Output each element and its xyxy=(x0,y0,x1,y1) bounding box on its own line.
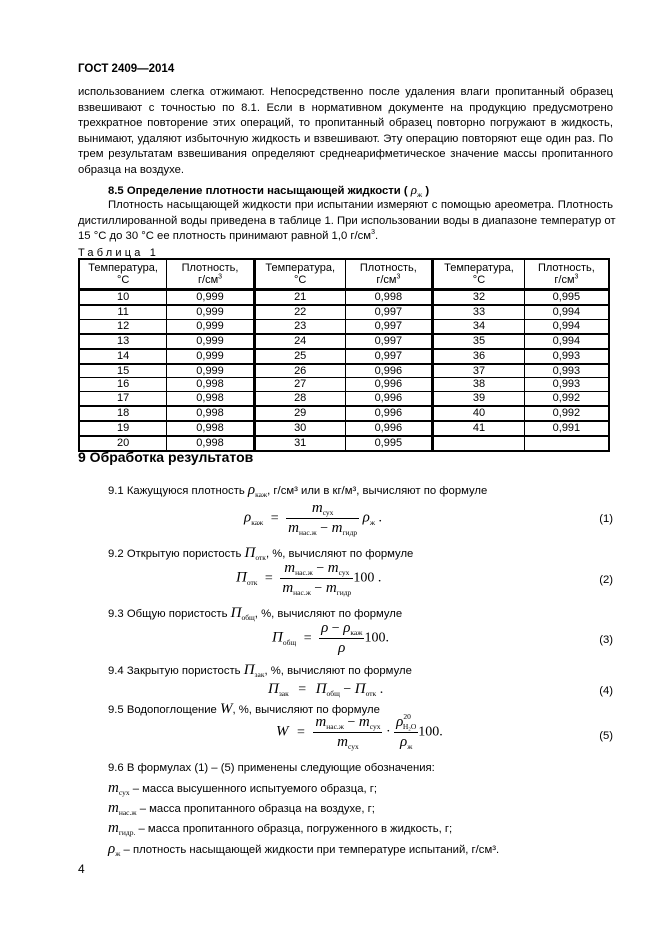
formula-4: $П_{зак} = П_{общ} - П_{отк}$ . xyxy=(268,681,384,698)
temperature-cell: 38 xyxy=(433,378,525,392)
definition-m-hydro: $m_{гидр.}$ – масса пропитанного образца, погруженного в жидкость, г; xyxy=(108,820,453,837)
temperature-cell: 39 xyxy=(433,392,525,406)
temperature-cell: 12 xyxy=(79,319,167,333)
density-cell: 0,996 xyxy=(345,364,433,378)
temperature-cell: 35 xyxy=(433,334,525,349)
item-9-5: 9.5 Водопоглощение W, %, вычисляют по формуле xyxy=(108,701,380,717)
header-temperature: Температура, °С xyxy=(79,259,167,290)
header-density: Плотность, $г/см^3$ xyxy=(167,259,255,290)
density-cell: 0,999 xyxy=(167,290,255,305)
temperature-cell: 11 xyxy=(79,305,167,319)
temperature-cell: 31 xyxy=(254,436,345,451)
temperature-cell: 41 xyxy=(433,421,525,436)
density-cell: 0,998 xyxy=(167,378,255,392)
text-line: трем результатам взвешивания определяют среднеарифметическое значение массы пропитанного xyxy=(78,148,613,161)
header-temperature: Температура, °С xyxy=(254,259,345,290)
table-header-row xyxy=(79,259,609,290)
density-cell: 0,999 xyxy=(167,349,255,364)
density-cell: 0,992 xyxy=(524,406,609,421)
temperature-cell: 22 xyxy=(254,305,345,319)
table-row xyxy=(79,421,609,436)
density-cell: 0,998 xyxy=(167,421,255,436)
table-row xyxy=(79,305,609,319)
temperature-cell xyxy=(433,436,525,451)
temperature-cell: 33 xyxy=(433,305,525,319)
density-cell: 0,997 xyxy=(345,319,433,333)
temperature-cell: 19 xyxy=(79,421,167,436)
density-cell: 0,997 xyxy=(345,305,433,319)
temperature-cell: 32 xyxy=(433,290,525,305)
formula-number: (2) xyxy=(599,574,613,586)
document-code-header: ГОСТ 2409—2014 xyxy=(78,63,175,75)
temperature-cell: 10 xyxy=(79,290,167,305)
temperature-cell: 23 xyxy=(254,319,345,333)
table-row xyxy=(79,406,609,421)
temperature-cell: 14 xyxy=(79,349,167,364)
density-cell: 0,998 xyxy=(167,406,255,421)
formula-number: (3) xyxy=(599,634,613,646)
water-density-table xyxy=(78,258,610,452)
table-row xyxy=(79,364,609,378)
temperature-cell: 24 xyxy=(254,334,345,349)
text-line: использованием слегка отжимают. Непосредственно после удаления влаги пропитанный образец xyxy=(78,86,613,98)
temperature-cell: 29 xyxy=(254,406,345,421)
density-cell: 0,996 xyxy=(345,392,433,406)
section-8-5-heading: 8.5 Определение плотности насыщающей жидкости ( $\rho_ж$ ) xyxy=(108,182,430,199)
temperature-cell: 20 xyxy=(79,436,167,451)
density-cell: 0,999 xyxy=(167,364,255,378)
text-line: дистиллированной воды приведена в таблице 1. При использовании воды в диапазоне температур от xyxy=(78,214,616,227)
temperature-cell: 27 xyxy=(254,378,345,392)
temperature-cell: 21 xyxy=(254,290,345,305)
formula-number: (5) xyxy=(599,730,613,742)
header-density: Плотность, $г/см^3$ xyxy=(524,259,609,290)
item-9-2: 9.2 Открытую пористость $П_{отк}$, %, вычисляют по формуле xyxy=(108,545,414,562)
density-cell: 0,994 xyxy=(524,319,609,333)
density-cell: 0,994 xyxy=(524,334,609,349)
page-number: 4 xyxy=(78,862,85,876)
density-cell: 0,996 xyxy=(345,378,433,392)
item-9-6-intro: 9.6 В формулах (1) – (5) применены следующие обозначения: xyxy=(108,762,435,774)
density-cell: 0,999 xyxy=(167,305,255,319)
temperature-cell: 28 xyxy=(254,392,345,406)
density-cell: 0,993 xyxy=(524,364,609,378)
definition-m-saturated: $m_{нас.ж}$ – масса пропитанного образца на воздухе, г; xyxy=(108,800,375,817)
intro-paragraph xyxy=(78,85,613,179)
text-line: взвешивают с точностью по 8.1. Если в нормативном документе на продукцию предусмотрено xyxy=(78,101,613,114)
density-cell: 0,995 xyxy=(524,290,609,305)
density-cell: 0,997 xyxy=(345,349,433,364)
formula-3: $П_{общ}$ = $\frac{\rho - \rho_{каж}}{\rho}$ 100. xyxy=(272,620,389,656)
temperature-cell: 26 xyxy=(254,364,345,378)
temperature-cell: 36 xyxy=(433,349,525,364)
formula-1: $\rho_{каж}$ = $\frac{m_{сух}}{m_{нас.ж} - m_{гидр}}$ $\rho_ж$ . xyxy=(244,500,383,537)
density-cell: 0,993 xyxy=(524,378,609,392)
temperature-cell: 25 xyxy=(254,349,345,364)
table-row xyxy=(79,378,609,392)
text-line: трехкратное повторение этих операций, то пропитанный образец повторно погружают в жидкость, xyxy=(78,117,613,130)
text-line: 15 °С до 30 °С ее плотность принимают равной 1,0 $г/см^3$. xyxy=(78,229,379,243)
density-cell: 0,999 xyxy=(167,334,255,349)
rho-symbol: ρ xyxy=(410,182,418,197)
temperature-cell: 30 xyxy=(254,421,345,436)
density-cell: 0,996 xyxy=(345,421,433,436)
temperature-cell: 16 xyxy=(79,378,167,392)
section-8-5-paragraph xyxy=(78,198,616,245)
density-cell: 0,996 xyxy=(345,406,433,421)
section-9-heading: 9 Обработка результатов xyxy=(78,449,254,465)
header-density: Плотность, $г/см^3$ xyxy=(345,259,433,290)
table-row xyxy=(79,290,609,305)
temperature-cell: 18 xyxy=(79,406,167,421)
density-cell xyxy=(524,436,609,451)
header-temperature: Температура, °С xyxy=(433,259,525,290)
density-cell: 0,997 xyxy=(345,334,433,349)
formula-number: (1) xyxy=(599,513,613,525)
item-9-1: 9.1 Кажущуюся плотность $\rho_{каж}$, г/см³ или в кг/м³, вычисляют по формуле xyxy=(108,482,488,499)
formula-5: W = $\frac{m_{нас.ж} - m_{сух}}{m_{сух}}$ · $\frac{\rho^{20}_{H_2O}}{\rho_ж}$ 100. xyxy=(276,712,443,751)
density-cell: 0,998 xyxy=(345,290,433,305)
density-cell: 0,998 xyxy=(167,436,255,451)
table-row xyxy=(79,334,609,349)
density-cell: 0,991 xyxy=(524,421,609,436)
density-cell: 0,994 xyxy=(524,305,609,319)
density-cell: 0,993 xyxy=(524,349,609,364)
table-body xyxy=(79,290,609,451)
temperature-cell: 13 xyxy=(79,334,167,349)
table-caption: Таблица 1 xyxy=(78,247,160,259)
item-9-3: 9.3 Общую пористость $П_{общ}$, %, вычисляют по формуле xyxy=(108,605,403,622)
formula-number: (4) xyxy=(599,685,613,697)
density-cell: 0,998 xyxy=(167,392,255,406)
table-row xyxy=(79,392,609,406)
item-9-4: 9.4 Закрытую пористость $П_{зак}$, %, вычисляют по формуле xyxy=(108,662,412,679)
temperature-cell: 34 xyxy=(433,319,525,333)
definition-rho-liquid: $\rho_ж$ – плотность насыщающей жидкости при температуре испытаний, г/см³. xyxy=(108,841,500,858)
temperature-cell: 15 xyxy=(79,364,167,378)
temperature-cell: 17 xyxy=(79,392,167,406)
density-cell: 0,992 xyxy=(524,392,609,406)
temperature-cell: 40 xyxy=(433,406,525,421)
density-cell: 0,995 xyxy=(345,436,433,451)
definition-m-dry: $m_{сух}$ – масса высушенного испытуемого образца, г; xyxy=(108,780,378,797)
density-cell: 0,999 xyxy=(167,319,255,333)
formula-2: $П_{отк}$ = $\frac{m_{нас.ж} - m_{сух}}{m_{нас.ж} - m_{гидр}}$ 100 . xyxy=(236,560,382,597)
temperature-cell: 37 xyxy=(433,364,525,378)
text-line: Плотность насыщающей жидкости при испытании измеряют с помощью ареометра. Плотность xyxy=(108,199,613,211)
text-line: вынимают, удаляют избыточную жидкость и взвешивают. Эту операцию повторяют еще один раз. По xyxy=(78,132,613,145)
text-line: образца на воздухе. xyxy=(78,163,185,176)
table-row xyxy=(79,349,609,364)
table-row xyxy=(79,319,609,333)
